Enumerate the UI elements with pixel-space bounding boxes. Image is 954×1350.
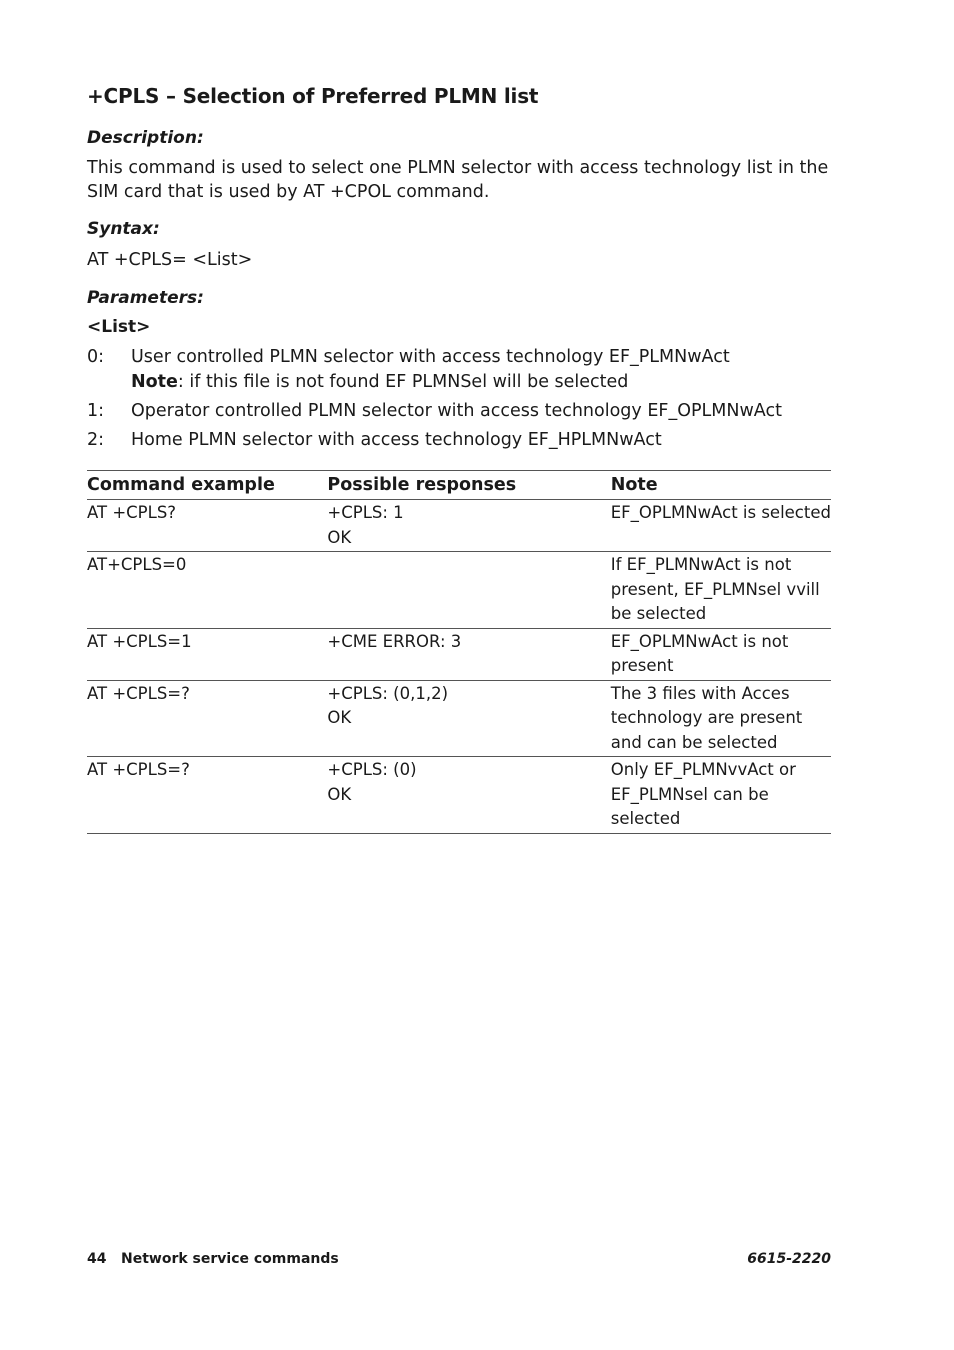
param-item-number: 1: — [87, 401, 105, 421]
table-row — [87, 628, 831, 680]
section-title: +CPLS – Selection of Preferred PLMN list — [87, 84, 539, 108]
command-table — [87, 470, 831, 834]
cell-note-line: selected — [610, 809, 681, 828]
cell-note-line: present, EF_PLMNsel vvill — [610, 579, 820, 599]
description-text — [87, 156, 831, 204]
cell-note — [611, 500, 831, 552]
cell-note-line: EF_PLMNsel can be — [610, 784, 769, 804]
syntax-text: AT +CPLS= <List> — [87, 250, 253, 270]
cell-response-line: +CME ERROR: 3 — [327, 631, 462, 651]
cell-command-line: AT +CPLS? — [87, 503, 177, 522]
cell-response-line: +CPLS: (0) — [327, 760, 417, 779]
table-row — [87, 500, 831, 552]
cell-note — [611, 628, 831, 680]
cell-command-line: AT +CPLS=1 — [87, 631, 192, 651]
cell-response — [327, 757, 610, 834]
cell-response — [327, 500, 610, 552]
cell-note-line: The 3 files with Acces — [610, 683, 790, 703]
cell-command — [87, 757, 327, 834]
cell-response-line: +CPLS: 1 — [327, 503, 404, 522]
cell-note-line: EF_OPLMNwAct is selected — [610, 503, 831, 522]
table-body — [87, 500, 831, 834]
description-label: Description: — [87, 128, 204, 148]
cell-command — [87, 552, 327, 629]
parameters-label: Parameters: — [87, 288, 204, 308]
note-text: : if this file is not found EF PLMNSel will be selected — [177, 372, 629, 392]
cell-response-line: +CPLS: (0,1,2) — [327, 683, 449, 703]
cell-command — [87, 628, 327, 680]
cell-command — [87, 500, 327, 552]
document-number: 6615-2220 — [747, 1251, 831, 1267]
cell-note-line: technology are present — [610, 708, 803, 727]
cell-note-line: Only EF_PLMNvvAct or — [610, 760, 796, 779]
cell-note — [611, 757, 831, 834]
cell-note-line: EF_OPLMNwAct is not — [610, 631, 789, 651]
description-line: SIM card that is used by AT +CPOL command. — [87, 182, 490, 202]
param-item-number: 0: — [87, 347, 105, 367]
note-label: Note — [131, 372, 178, 392]
cell-note-line: and can be selected — [610, 732, 778, 752]
param-item-note — [131, 370, 628, 395]
cell-response — [327, 552, 610, 629]
table-row — [87, 680, 831, 757]
table-row — [87, 757, 831, 834]
parameter-name: <List> — [87, 317, 151, 337]
cell-command-line: AT +CPLS=? — [87, 760, 190, 779]
cell-response — [327, 628, 610, 680]
cell-note — [611, 680, 831, 757]
cell-command — [87, 680, 327, 757]
header-possible-responses: Possible responses — [327, 471, 610, 500]
syntax-label: Syntax: — [87, 219, 160, 239]
param-item-text: Operator controlled PLMN selector with access technology EF_OPLMNwAct — [131, 401, 782, 421]
cell-response — [327, 680, 610, 757]
cell-response-line: OK — [327, 708, 352, 727]
cell-command-line: AT +CPLS=? — [87, 683, 190, 703]
cell-note — [611, 552, 831, 629]
cell-note-line: If EF_PLMNwAct is not — [610, 555, 792, 574]
header-note: Note — [611, 471, 831, 500]
param-item-text: Home PLMN selector with access technology EF_HPLMNwAct — [131, 430, 662, 450]
header-command-example: Command example — [87, 471, 327, 500]
footer-section-name: Network service commands — [121, 1251, 339, 1267]
cell-note-line: be selected — [610, 604, 707, 623]
table-header-row — [87, 471, 831, 500]
cell-response-line: OK — [327, 784, 352, 804]
cell-note-line: present — [610, 656, 674, 675]
table-row — [87, 552, 831, 629]
param-item-number: 2: — [87, 430, 105, 450]
description-line: This command is used to select one PLMN selector with access technology list in the — [87, 158, 829, 178]
cell-command-line: AT+CPLS=0 — [87, 555, 187, 574]
param-item-text: User controlled PLMN selector with access technology EF_PLMNwAct — [131, 347, 730, 367]
cell-response-line: OK — [327, 527, 352, 547]
page-number: 44 — [87, 1251, 107, 1267]
